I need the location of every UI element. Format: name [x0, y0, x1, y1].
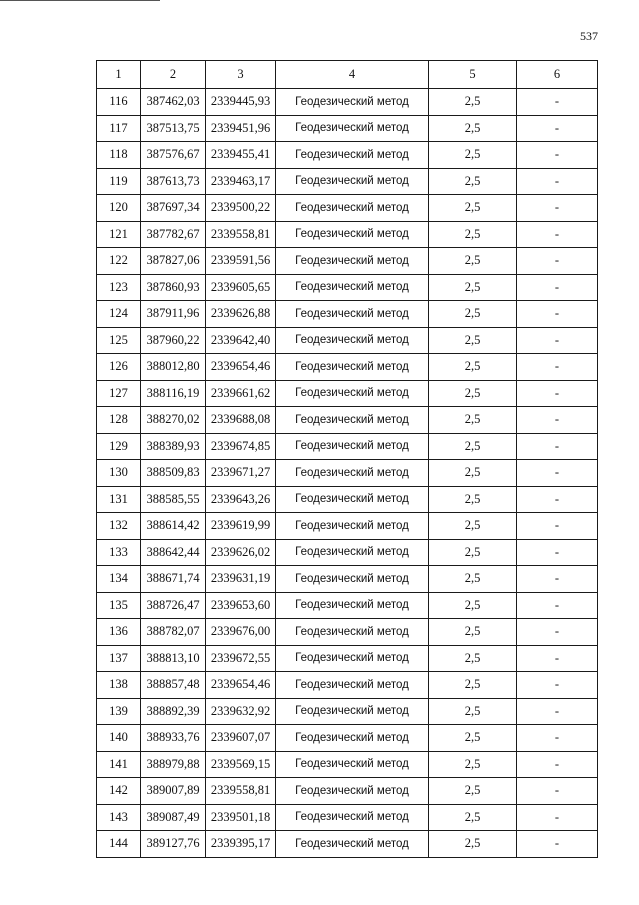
page-number: 537: [580, 29, 598, 43]
coord-x-cell: 388857,48: [141, 672, 206, 699]
note-cell: -: [517, 407, 598, 434]
table-row: [97, 460, 598, 487]
accuracy-cell: 2,5: [429, 804, 517, 831]
coord-y-cell: 2339569,15: [206, 751, 276, 778]
coord-x-cell: 389007,89: [141, 778, 206, 805]
point-number-cell: 125: [97, 327, 141, 354]
point-number-cell: 140: [97, 725, 141, 752]
method-cell: Геодезический метод: [276, 566, 429, 593]
method-cell: Геодезический метод: [276, 195, 429, 222]
note-cell: -: [517, 301, 598, 328]
coord-x-cell: 387960,22: [141, 327, 206, 354]
method-cell: Геодезический метод: [276, 301, 429, 328]
note-cell: -: [517, 327, 598, 354]
point-number-cell: 132: [97, 513, 141, 540]
coordinates-table: [96, 60, 598, 858]
coord-x-cell: 388585,55: [141, 486, 206, 513]
method-cell: Геодезический метод: [276, 672, 429, 699]
coord-y-cell: 2339654,46: [206, 672, 276, 699]
table-row: [97, 327, 598, 354]
coord-y-cell: 2339605,65: [206, 274, 276, 301]
coord-x-cell: 388726,47: [141, 592, 206, 619]
note-cell: -: [517, 486, 598, 513]
note-cell: -: [517, 751, 598, 778]
note-cell: -: [517, 248, 598, 275]
table-row: [97, 698, 598, 725]
method-cell: Геодезический метод: [276, 804, 429, 831]
table-row: [97, 751, 598, 778]
method-cell: Геодезический метод: [276, 327, 429, 354]
coord-x-cell: 388892,39: [141, 698, 206, 725]
coord-y-cell: 2339558,81: [206, 778, 276, 805]
note-cell: -: [517, 804, 598, 831]
coord-x-cell: 388671,74: [141, 566, 206, 593]
accuracy-cell: 2,5: [429, 539, 517, 566]
point-number-cell: 135: [97, 592, 141, 619]
point-number-cell: 129: [97, 433, 141, 460]
accuracy-cell: 2,5: [429, 592, 517, 619]
header-cell-4: 4: [276, 61, 429, 89]
note-cell: -: [517, 433, 598, 460]
coord-x-cell: 387576,67: [141, 142, 206, 169]
method-cell: Геодезический метод: [276, 592, 429, 619]
accuracy-cell: 2,5: [429, 327, 517, 354]
table-row: [97, 831, 598, 858]
note-cell: -: [517, 89, 598, 116]
accuracy-cell: 2,5: [429, 274, 517, 301]
point-number-cell: 134: [97, 566, 141, 593]
table-row: [97, 725, 598, 752]
coord-y-cell: 2339558,81: [206, 221, 276, 248]
accuracy-cell: 2,5: [429, 433, 517, 460]
header-cell-6: 6: [517, 61, 598, 89]
point-number-cell: 126: [97, 354, 141, 381]
coord-y-cell: 2339671,27: [206, 460, 276, 487]
note-cell: -: [517, 221, 598, 248]
coord-y-cell: 2339591,56: [206, 248, 276, 275]
point-number-cell: 122: [97, 248, 141, 275]
accuracy-cell: 2,5: [429, 221, 517, 248]
method-cell: Геодезический метод: [276, 645, 429, 672]
method-cell: Геодезический метод: [276, 354, 429, 381]
coord-y-cell: 2339653,60: [206, 592, 276, 619]
coord-y-cell: 2339500,22: [206, 195, 276, 222]
table-row: [97, 539, 598, 566]
method-cell: Геодезический метод: [276, 433, 429, 460]
coord-x-cell: 388012,80: [141, 354, 206, 381]
note-cell: -: [517, 645, 598, 672]
coord-y-cell: 2339619,99: [206, 513, 276, 540]
coord-x-cell: 388614,42: [141, 513, 206, 540]
note-cell: -: [517, 698, 598, 725]
method-cell: Геодезический метод: [276, 142, 429, 169]
coord-x-cell: 388813,10: [141, 645, 206, 672]
table-row: [97, 486, 598, 513]
accuracy-cell: 2,5: [429, 142, 517, 169]
method-cell: Геодезический метод: [276, 274, 429, 301]
table-row: [97, 354, 598, 381]
table-row: [97, 433, 598, 460]
note-cell: -: [517, 672, 598, 699]
method-cell: Геодезический метод: [276, 778, 429, 805]
accuracy-cell: 2,5: [429, 89, 517, 116]
point-number-cell: 142: [97, 778, 141, 805]
table-row: [97, 248, 598, 275]
accuracy-cell: 2,5: [429, 486, 517, 513]
method-cell: Геодезический метод: [276, 751, 429, 778]
note-cell: -: [517, 778, 598, 805]
point-number-cell: 130: [97, 460, 141, 487]
table-row: [97, 195, 598, 222]
scan-edge-line: [0, 0, 160, 1]
point-number-cell: 133: [97, 539, 141, 566]
table-row: [97, 804, 598, 831]
coord-y-cell: 2339631,19: [206, 566, 276, 593]
method-cell: Геодезический метод: [276, 115, 429, 142]
note-cell: -: [517, 566, 598, 593]
point-number-cell: 143: [97, 804, 141, 831]
coord-y-cell: 2339688,08: [206, 407, 276, 434]
point-number-cell: 141: [97, 751, 141, 778]
point-number-cell: 127: [97, 380, 141, 407]
accuracy-cell: 2,5: [429, 115, 517, 142]
coord-x-cell: 387827,06: [141, 248, 206, 275]
header-cell-3: 3: [206, 61, 276, 89]
point-number-cell: 128: [97, 407, 141, 434]
table-row: [97, 274, 598, 301]
method-cell: Геодезический метод: [276, 725, 429, 752]
coord-y-cell: 2339463,17: [206, 168, 276, 195]
table-row: [97, 513, 598, 540]
coord-x-cell: 388642,44: [141, 539, 206, 566]
accuracy-cell: 2,5: [429, 460, 517, 487]
note-cell: -: [517, 142, 598, 169]
accuracy-cell: 2,5: [429, 751, 517, 778]
table-row: [97, 407, 598, 434]
accuracy-cell: 2,5: [429, 672, 517, 699]
table-body: [97, 89, 598, 858]
point-number-cell: 123: [97, 274, 141, 301]
accuracy-cell: 2,5: [429, 645, 517, 672]
method-cell: Геодезический метод: [276, 698, 429, 725]
coord-x-cell: 388933,76: [141, 725, 206, 752]
accuracy-cell: 2,5: [429, 698, 517, 725]
accuracy-cell: 2,5: [429, 566, 517, 593]
point-number-cell: 136: [97, 619, 141, 646]
point-number-cell: 137: [97, 645, 141, 672]
table-row: [97, 221, 598, 248]
accuracy-cell: 2,5: [429, 725, 517, 752]
accuracy-cell: 2,5: [429, 778, 517, 805]
method-cell: Геодезический метод: [276, 539, 429, 566]
coord-y-cell: 2339642,40: [206, 327, 276, 354]
table-row: [97, 778, 598, 805]
coord-x-cell: 388979,88: [141, 751, 206, 778]
method-cell: Геодезический метод: [276, 831, 429, 858]
coord-x-cell: 388782,07: [141, 619, 206, 646]
coord-x-cell: 388116,19: [141, 380, 206, 407]
note-cell: -: [517, 380, 598, 407]
method-cell: Геодезический метод: [276, 619, 429, 646]
header-cell-5: 5: [429, 61, 517, 89]
point-number-cell: 121: [97, 221, 141, 248]
note-cell: -: [517, 619, 598, 646]
coord-x-cell: 387697,34: [141, 195, 206, 222]
coord-x-cell: 387911,96: [141, 301, 206, 328]
coord-y-cell: 2339676,00: [206, 619, 276, 646]
point-number-cell: 131: [97, 486, 141, 513]
note-cell: -: [517, 195, 598, 222]
accuracy-cell: 2,5: [429, 301, 517, 328]
coord-y-cell: 2339661,62: [206, 380, 276, 407]
coord-y-cell: 2339654,46: [206, 354, 276, 381]
coord-y-cell: 2339501,18: [206, 804, 276, 831]
accuracy-cell: 2,5: [429, 513, 517, 540]
coord-x-cell: 387513,75: [141, 115, 206, 142]
coord-y-cell: 2339445,93: [206, 89, 276, 116]
coord-y-cell: 2339455,41: [206, 142, 276, 169]
note-cell: -: [517, 274, 598, 301]
point-number-cell: 139: [97, 698, 141, 725]
method-cell: Геодезический метод: [276, 168, 429, 195]
point-number-cell: 138: [97, 672, 141, 699]
coord-x-cell: 388389,93: [141, 433, 206, 460]
accuracy-cell: 2,5: [429, 248, 517, 275]
method-cell: Геодезический метод: [276, 460, 429, 487]
coord-y-cell: 2339451,96: [206, 115, 276, 142]
method-cell: Геодезический метод: [276, 407, 429, 434]
note-cell: -: [517, 168, 598, 195]
point-number-cell: 116: [97, 89, 141, 116]
note-cell: -: [517, 592, 598, 619]
coord-y-cell: 2339395,17: [206, 831, 276, 858]
coord-x-cell: 389127,76: [141, 831, 206, 858]
point-number-cell: 124: [97, 301, 141, 328]
accuracy-cell: 2,5: [429, 407, 517, 434]
table-row: [97, 301, 598, 328]
method-cell: Геодезический метод: [276, 380, 429, 407]
method-cell: Геодезический метод: [276, 248, 429, 275]
note-cell: -: [517, 513, 598, 540]
note-cell: -: [517, 460, 598, 487]
point-number-cell: 120: [97, 195, 141, 222]
table-row: [97, 115, 598, 142]
note-cell: -: [517, 115, 598, 142]
table-row: [97, 380, 598, 407]
table-row: [97, 619, 598, 646]
coord-x-cell: 389087,49: [141, 804, 206, 831]
coord-x-cell: 387860,93: [141, 274, 206, 301]
note-cell: -: [517, 831, 598, 858]
method-cell: Геодезический метод: [276, 221, 429, 248]
coord-y-cell: 2339672,55: [206, 645, 276, 672]
coord-x-cell: 387782,67: [141, 221, 206, 248]
note-cell: -: [517, 539, 598, 566]
coord-x-cell: 388509,83: [141, 460, 206, 487]
header-cell-2: 2: [141, 61, 206, 89]
table-row: [97, 142, 598, 169]
table-row: [97, 672, 598, 699]
accuracy-cell: 2,5: [429, 831, 517, 858]
coord-y-cell: 2339674,85: [206, 433, 276, 460]
point-number-cell: 118: [97, 142, 141, 169]
point-number-cell: 119: [97, 168, 141, 195]
point-number-cell: 144: [97, 831, 141, 858]
note-cell: -: [517, 725, 598, 752]
coord-y-cell: 2339626,02: [206, 539, 276, 566]
table-row: [97, 645, 598, 672]
coord-x-cell: 388270,02: [141, 407, 206, 434]
coord-y-cell: 2339632,92: [206, 698, 276, 725]
table-row: [97, 566, 598, 593]
coord-x-cell: 387462,03: [141, 89, 206, 116]
table-header: [97, 61, 598, 89]
method-cell: Геодезический метод: [276, 486, 429, 513]
accuracy-cell: 2,5: [429, 354, 517, 381]
table-row: [97, 168, 598, 195]
method-cell: Геодезический метод: [276, 513, 429, 540]
coord-x-cell: 387613,73: [141, 168, 206, 195]
note-cell: -: [517, 354, 598, 381]
header-row: [97, 61, 598, 89]
method-cell: Геодезический метод: [276, 89, 429, 116]
header-cell-1: 1: [97, 61, 141, 89]
coord-y-cell: 2339626,88: [206, 301, 276, 328]
point-number-cell: 117: [97, 115, 141, 142]
coord-y-cell: 2339643,26: [206, 486, 276, 513]
accuracy-cell: 2,5: [429, 380, 517, 407]
accuracy-cell: 2,5: [429, 168, 517, 195]
table-row: [97, 89, 598, 116]
accuracy-cell: 2,5: [429, 195, 517, 222]
table-row: [97, 592, 598, 619]
accuracy-cell: 2,5: [429, 619, 517, 646]
coord-y-cell: 2339607,07: [206, 725, 276, 752]
